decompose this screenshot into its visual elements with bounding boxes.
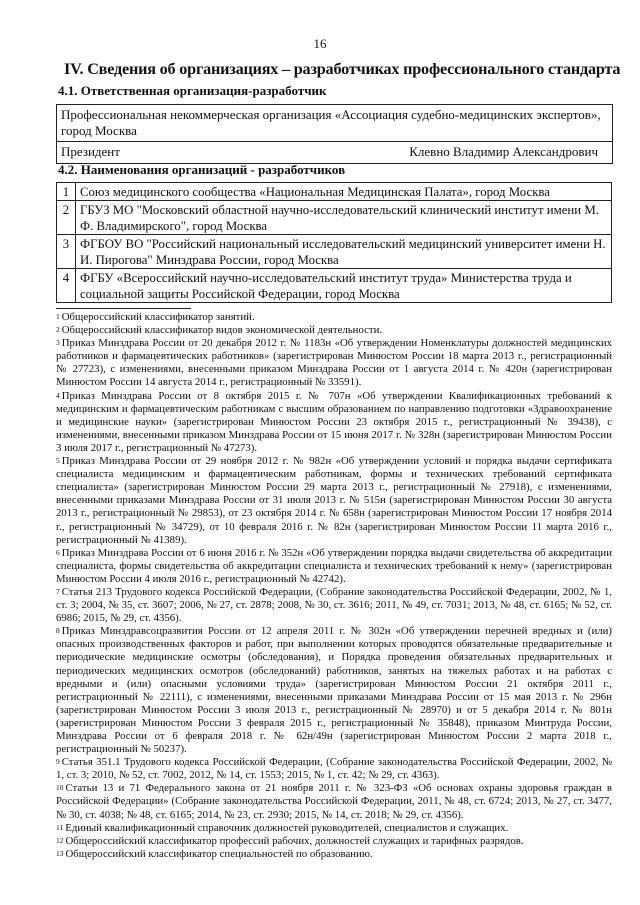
footnote-marker: 12: [56, 835, 64, 845]
org-name: ГБУЗ МО "Московский областной научно-исследовательский клинический институт имени М. Ф. Владимирского", город Москва: [76, 201, 612, 235]
footnote-text: Приказ Минздрава России от 20 декабря 2012 г. № 1183н «Об утверждении Номенклатуры должностей медицинских работников и фармацевтических работников» (зарегистрирован Минюстом России 18 марта 2013 г., регистрационный № 27723), с изменениями, внесенными приказом Минздрава России от 1 августа 2014 г. № 420н (зарегистрирован Минюстом России 14 августа 2014 г., регистрационный № 33591).: [56, 337, 612, 389]
footnote: [56, 625, 612, 756]
responsible-org-heading: 4.1. Ответственная организация-разработчик: [58, 83, 327, 98]
footnote-marker: 1: [56, 312, 60, 321]
footnote-marker: 10: [56, 783, 64, 793]
footnote-text: Общероссийский классификатор профессий рабочих, должностей служащих и тарифных разрядов.: [65, 834, 524, 847]
footnote: [56, 822, 612, 835]
footnote-text: Статьи 13 и 71 Федерального закона от 21 ноября 2011 г. № 323-ФЗ «Об основах охраны здоровья граждан в Российской Федерации» (Собрание законодательства Российской Федерации, 2011, № 48, ст. 6724; 2013, № 27, ст. 3477, № 30, ст. 4038; № 48, ст. 6165; 2014, № 23, ст. 2930; 2015, № 14, ст. 2018; № 29, ст. 4356).: [56, 782, 612, 821]
org-name: ФГБОУ ВО "Российский национальный исследовательский медицинский университет имени Н. И. Пирогова" Минздрава России, город Москва: [76, 235, 612, 269]
row-number: 1: [57, 183, 76, 201]
footnote-text: Общероссийский классификатор специальностей по образованию.: [65, 847, 373, 860]
footnote: [56, 390, 612, 455]
footnote: [56, 848, 612, 861]
developer-orgs-heading: 4.2. Наименования организаций - разработчиков: [58, 162, 346, 177]
footnote-marker: 11: [56, 822, 64, 832]
responsible-org-table: [56, 104, 613, 164]
developer-orgs-table: [56, 182, 612, 303]
footnote-marker: 9: [56, 757, 60, 767]
footnote: [56, 782, 612, 821]
footnote-marker: 8: [56, 626, 60, 636]
page-number: 16: [313, 36, 327, 51]
footnote: [56, 311, 612, 324]
org-name: Союз медицинского сообщества «Национальная Медицинская Палата», город Москва: [76, 183, 612, 201]
footnote-text: Единый квалификационный справочник должностей руководителей, специалистов и служащих.: [65, 821, 509, 834]
footnotes: [56, 311, 612, 861]
row-number: 4: [57, 269, 76, 303]
footnote-marker: 4: [56, 390, 60, 400]
footnote-text: Общероссийский классификатор видов экономической деятельности.: [61, 324, 383, 337]
footnote: [56, 547, 612, 586]
footnote-marker: 7: [56, 586, 60, 596]
head-name: Клевно Владимир Александрович: [409, 144, 598, 159]
table-row: [57, 269, 612, 303]
footnote-text: Общероссийский классификатор занятий.: [61, 311, 255, 323]
head-position: Президент: [61, 144, 120, 159]
footnote-text: Приказ Минздравсоцразвития России от 12 апреля 2011 г. № 302н «Об утверждении перечней вредных и (или) опасных производственных факторов и работ, при выполнении которых проводятся обязательные предварительные и периодические медицинские осмотры (обследования), и Порядка проведения обязательных предварительных и периодических медицинских осмотров (обследований) работников, занятых на тяжелых работах и на работах с вредными и (или) опасными условиями труда» (зарегистрирован Минюстом России 21 октября 2011 г., регистрационный № 22111), с изменениями, внесенными приказами Минздрава России от 15 мая 2013 г. № 296н (зарегистрирован Минюстом России 3 июля 2013 г., регистрационный № 28970) и от 5 декабря 2014 г. № 801н (зарегистрирован Минюстом России 3 февраля 2015 г., регистрационный № 35848), приказом Минтруда России, Минздрава России от 6 февраля 2018 г. № 62н/49н (зарегистрирован Минюстом России 2 марта 2018 г., регистрационный № 50237).: [56, 625, 612, 756]
footnote: [56, 586, 612, 625]
footnote-separator: [56, 308, 191, 309]
footnote: [56, 324, 612, 337]
table-row: [57, 183, 612, 201]
footnote: [56, 337, 612, 389]
table-row: [57, 201, 612, 235]
table-row: [57, 235, 612, 269]
footnote: [56, 455, 612, 547]
footnote-text: Приказ Минздрава России от 8 октября 2015 г. № 707н «Об утверждении Квалификационных требований к медицинским и фармацевтическим работникам с высшим образованием по направлению подготовки «Здравоохранение и медицинские науки» (зарегистрирован Минюстом России 23 октября 2015 г., регистрационный № 39438), с изменениями, внесенными приказом Минздрава России от 15 июня 2017 г. № 328н (зарегистрирован Минюстом России 3 июля 2017 г., регистрационный № 47273).: [56, 389, 612, 454]
footnote-marker: 3: [56, 338, 60, 348]
footnote-marker: 5: [56, 456, 60, 466]
footnote-text: Приказ Минздрава России от 29 ноября 2012 г. № 982н «Об утверждении условий и порядка выдачи сертификата специалиста медицинским и фармацевтическим работникам, формы и технических требований сертификата специалиста» (зарегистрирован Минюстом России 29 марта 2013 г., регистрационный № 27918), с изменениями, внесенными приказами Минздрава России от 31 июля 2013 г. № 515н (зарегистрирован Минюстом России 30 августа 2013 г., регистрационный № 29853), от 23 октября 2014 г. № 658н (зарегистрирован Минюстом России 17 ноября 2014 г., регистрационный № 34729), от 10 февраля 2016 г. № 82н (зарегистрирован Минюстом России 11 марта 2016 г., регистрационный № 41389).: [56, 455, 612, 546]
org-name: ФГБУ «Всероссийский научно-исследовательский институт труда» Министерства труда и социальной защиты Российской Федерации, город Москва: [76, 269, 612, 303]
section-title: IV. Сведения об организациях – разработчиках профессионального стандарта: [64, 60, 621, 78]
footnote-text: Приказ Минздрава России от 6 июня 2016 г. № 352н «Об утверждении порядка выдачи свидетельства об аккредитации специалиста, формы свидетельства об аккредитации специалиста и технических требований к нему» (зарегистрирован Минюстом России 4 июля 2016 г., регистрационный № 42742).: [56, 546, 612, 585]
responsible-org-head-row: [57, 142, 612, 163]
footnote-marker: 13: [56, 848, 64, 858]
footnote-marker: 6: [56, 547, 60, 557]
footnote: [56, 756, 612, 782]
row-number: 3: [57, 235, 76, 269]
responsible-org-name: Профессиональная некоммерческая организация «Ассоциация судебно-медицинских экспертов», город Москва: [57, 105, 612, 142]
footnote-text: Статья 213 Трудового кодекса Российской Федерации, (Собрание законодательства Российской Федерации, 2002, № 1, ст. 3; 2004, № 35, ст. 3607; 2006, № 27, ст. 2878; 2008, № 30, ст. 3616; 2011, № 49, ст. 7031; 2013, № 48, ст. 6165; № 52, ст. 6986; 2015, № 29, ст. 4356).: [56, 585, 612, 625]
footnote: [56, 835, 612, 848]
footnote-text: Статья 351.1 Трудового кодекса Российской Федерации, (Собрание законодательства Российской Федерации, 2002, № 1, ст. 3; 2010, № 52, ст. 7002, 2012, № 14, ст. 1553; 2015, № 1, ст. 42; № 29, ст. 4363).: [56, 756, 612, 782]
footnote-marker: 2: [56, 325, 60, 335]
row-number: 2: [57, 201, 76, 235]
